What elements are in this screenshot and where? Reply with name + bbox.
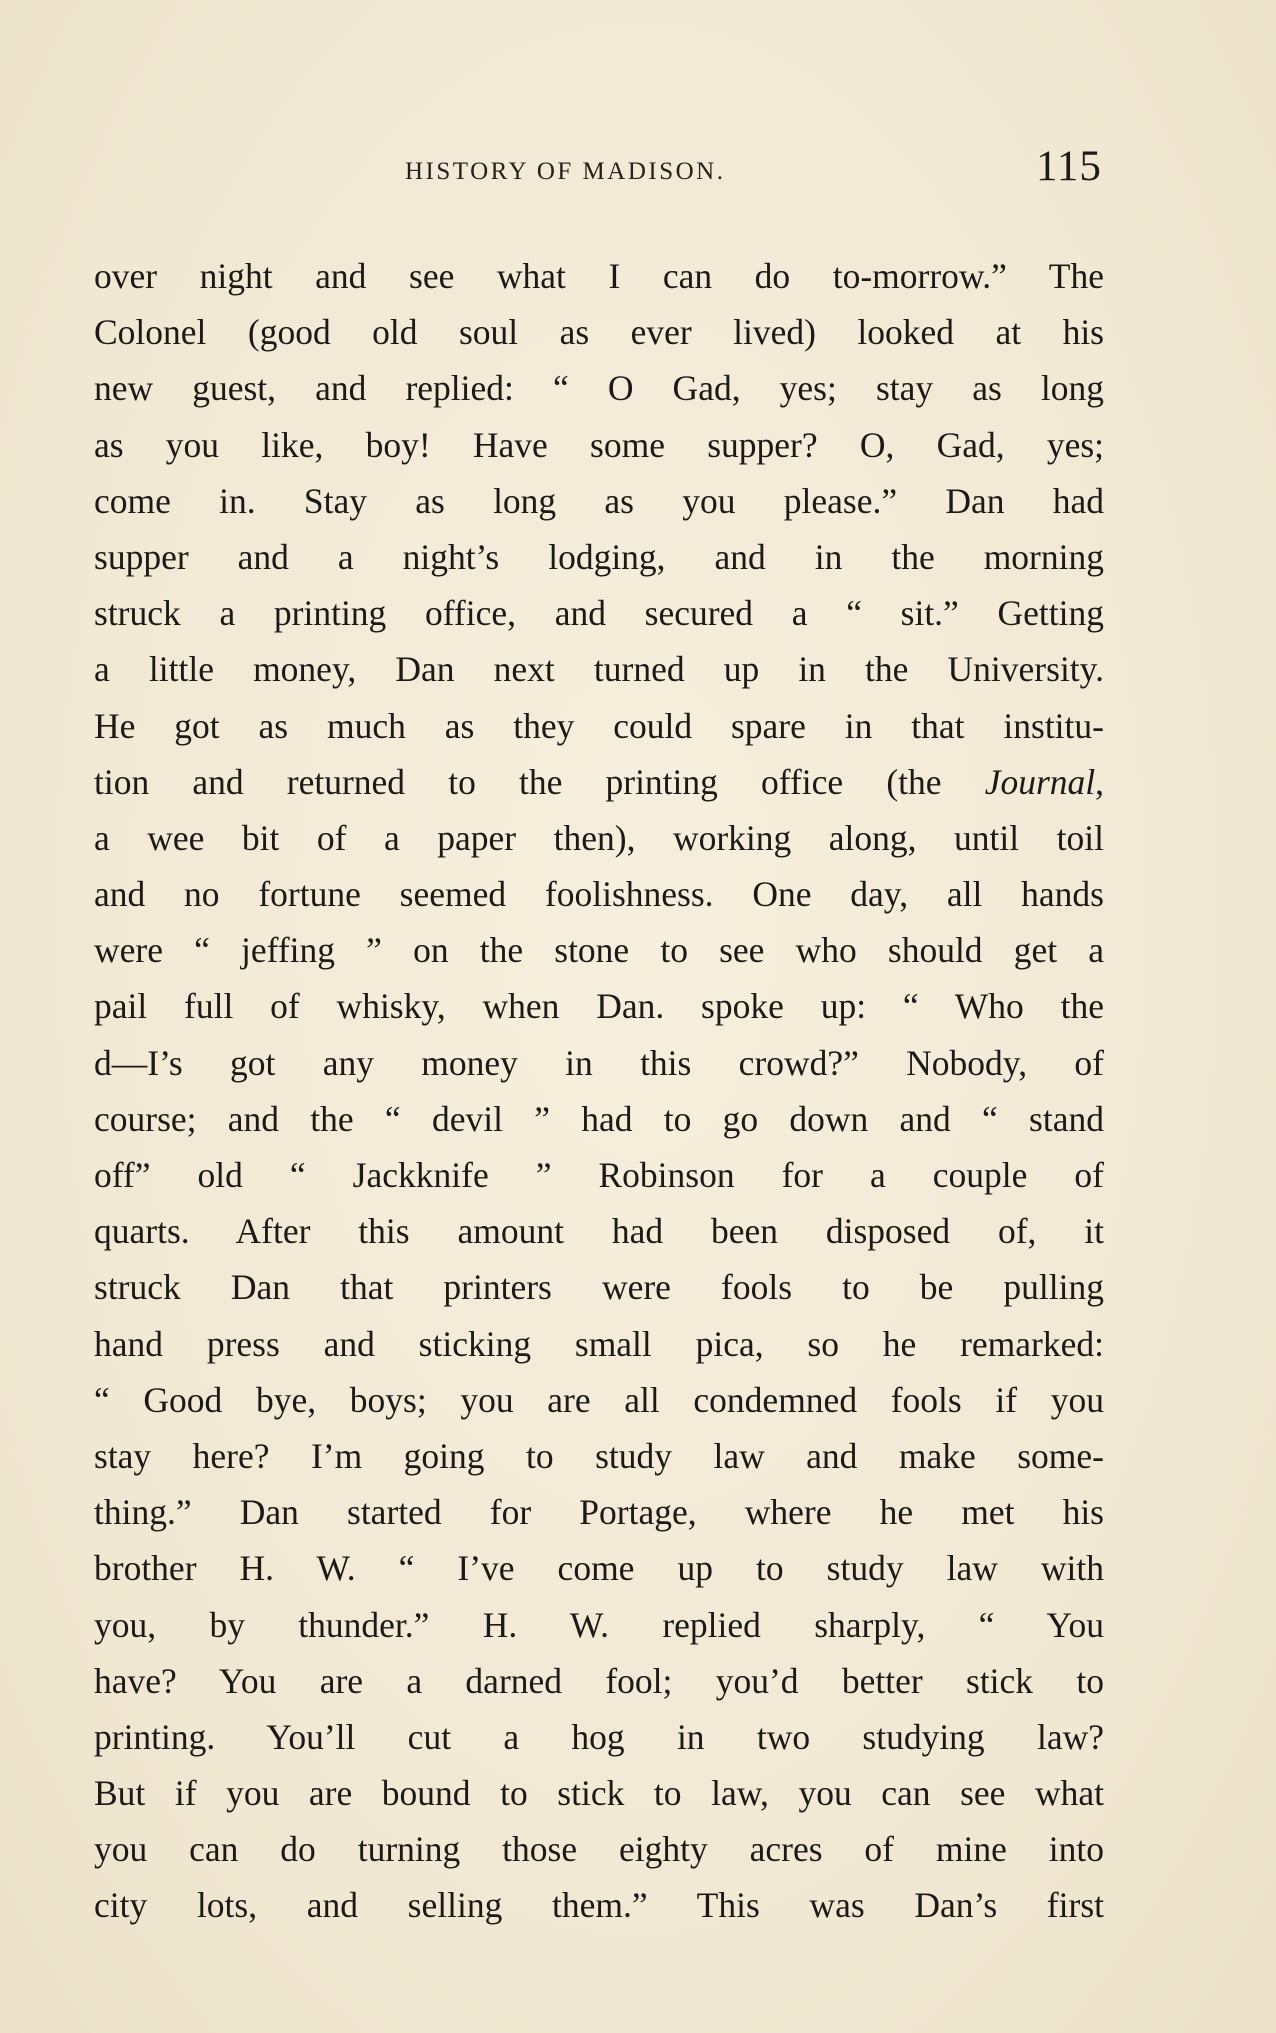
italic-title-journal: Journal: [984, 761, 1096, 802]
text-line: pail full of whisky, when Dan. spoke up: “ Who the: [94, 986, 1104, 1027]
running-title: HISTORY OF MADISON.: [405, 158, 726, 185]
italic-suffix: ,: [1095, 761, 1104, 802]
text-line: d—I’s got any money in this crowd?” Nobody, of: [94, 1042, 1104, 1083]
text-line: new guest, and replied: “ O Gad, yes; stay as long: [94, 368, 1104, 409]
text-line: course; and the “ devil ” had to go down and “ stand: [94, 1098, 1104, 1139]
text-line: come in. Stay as long as you please.” Dan had: [94, 480, 1104, 521]
text-line: He got as much as they could spare in that institu-: [94, 705, 1104, 746]
text-line: as you like, boy! Have some supper? O, Gad, yes;: [94, 424, 1104, 465]
text-line: were “ jeffing ” on the stone to see who should get a: [94, 930, 1104, 971]
text-line: Colonel (good old soul as ever lived) looked at his: [94, 312, 1104, 353]
text-line: hand press and sticking small pica, so he remarked:: [94, 1323, 1104, 1364]
text-line: stay here? I’m going to study law and make some-: [94, 1435, 1104, 1476]
text-line: supper and a night’s lodging, and in the morning: [94, 536, 1104, 577]
text-line: a wee bit of a paper then), working along, until toil: [94, 817, 1104, 858]
text-line: you, by thunder.” H. W. replied sharply, “ You: [94, 1604, 1104, 1645]
running-head: [0, 140, 1276, 200]
text-line-start: tion and returned to the printing office (the: [94, 761, 985, 802]
text-line: struck a printing office, and secured a “ sit.” Getting: [94, 593, 1104, 634]
text-line: you can do turning those eighty acres of mine into: [94, 1829, 1104, 1870]
text-line: But if you are bound to stick to law, you can see what: [94, 1773, 1104, 1814]
text-line-with-italic: [94, 754, 1104, 810]
text-line: and no fortune seemed foolishness. One day, all hands: [94, 874, 1104, 915]
text-line: struck Dan that printers were fools to be pulling: [94, 1267, 1104, 1308]
body-text: [94, 248, 1104, 1934]
text-line: printing. You’ll cut a hog in two studying law?: [94, 1716, 1104, 1757]
text-line: over night and see what I can do to-morrow.” The: [94, 256, 1104, 296]
text-line: thing.” Dan started for Portage, where he met his: [94, 1492, 1104, 1533]
page-number: 115: [1036, 143, 1102, 190]
text-line: a little money, Dan next turned up in the University.: [94, 649, 1104, 690]
text-line: off” old “ Jackknife ” Robinson for a couple of: [94, 1155, 1104, 1195]
text-line: brother H. W. “ I’ve come up to study law with: [94, 1548, 1104, 1589]
text-line: “ Good bye, boys; you are all condemned fools if you: [94, 1379, 1104, 1420]
text-line: have? You are a darned fool; you’d better stick to: [94, 1660, 1104, 1701]
text-line: quarts. After this amount had been disposed of, it: [94, 1211, 1104, 1252]
text-line: city lots, and selling them.” This was Dan’s first: [94, 1885, 1104, 1926]
